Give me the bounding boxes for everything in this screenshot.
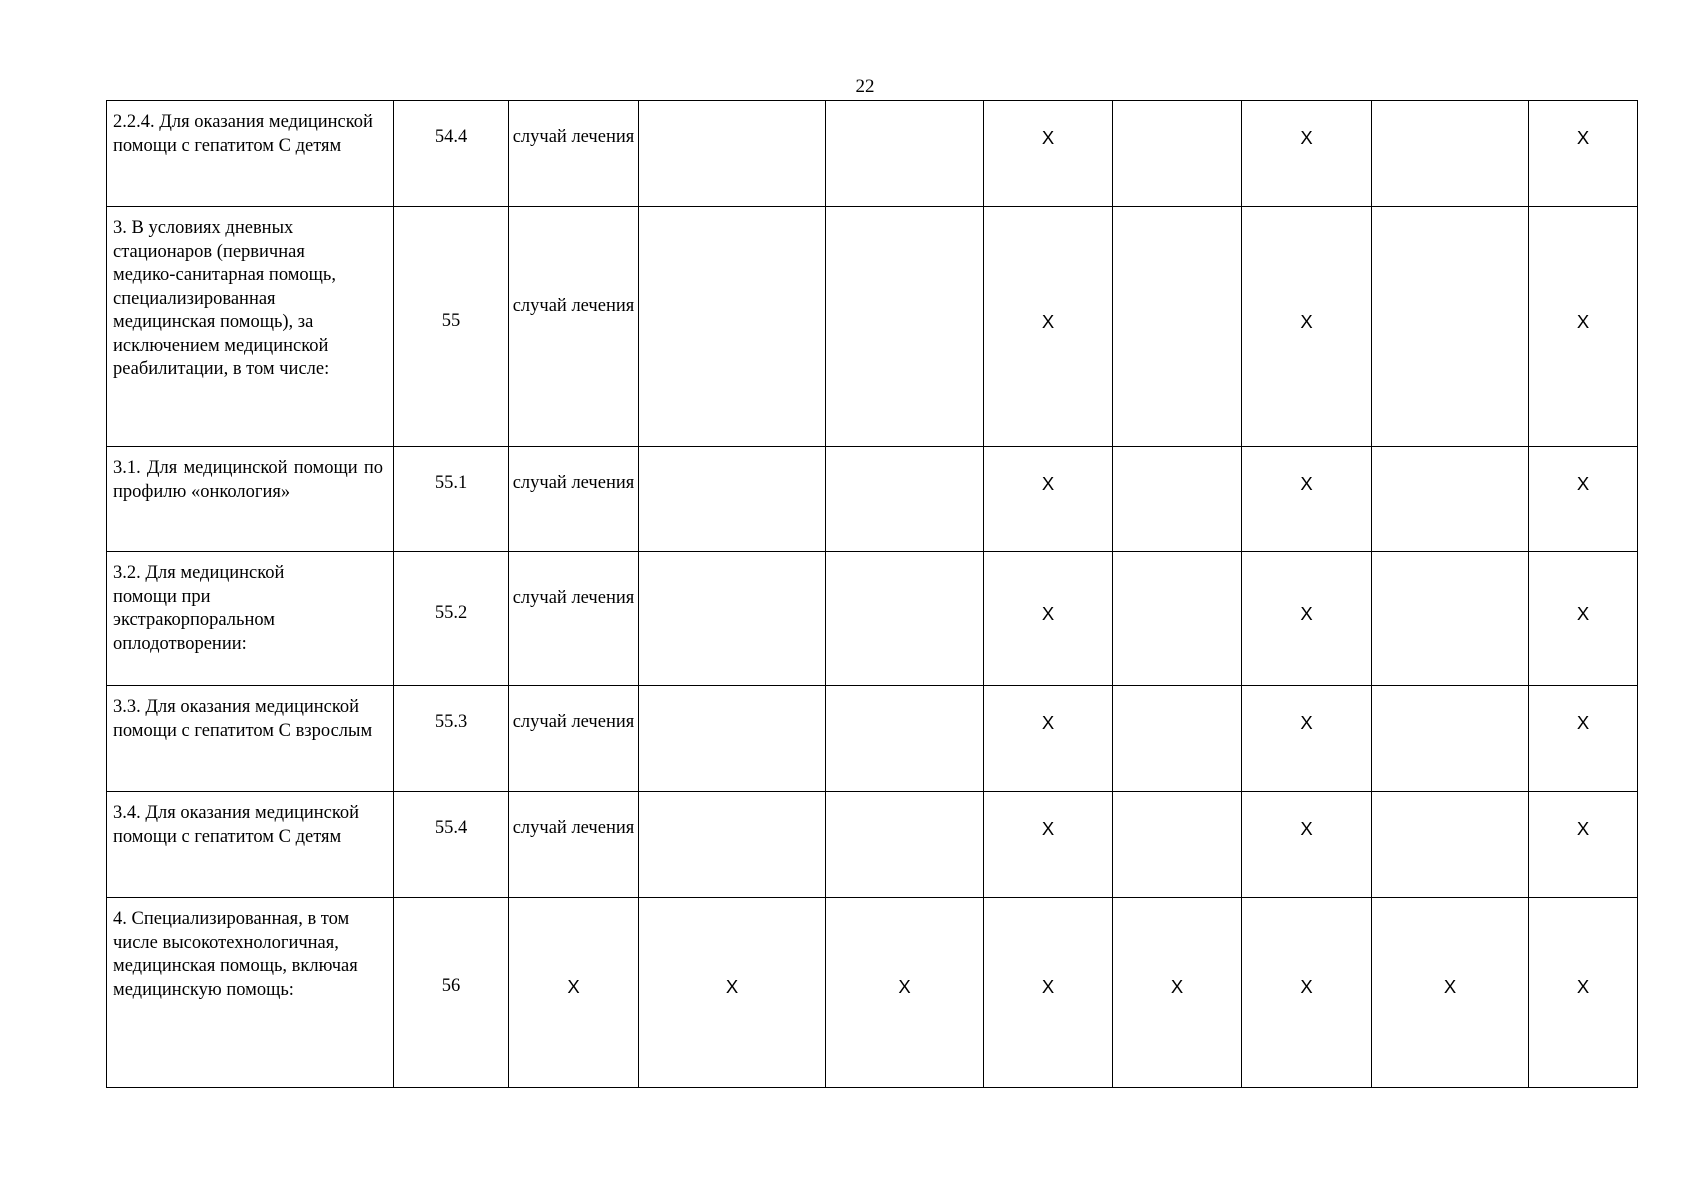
x-mark: X <box>984 686 1113 792</box>
page-number: 22 <box>855 76 875 97</box>
x-mark: X <box>984 101 1113 207</box>
row-name: 4. Специализированная, в том числе высокотехнологичная, медицинская помощь, включая медицинскую помощь: <box>107 898 394 1088</box>
empty-cell <box>639 101 826 207</box>
row-unit: случай лечения <box>509 792 639 898</box>
x-mark: X <box>1529 898 1638 1088</box>
table-row <box>107 898 1638 1088</box>
row-number: 54.4 <box>394 101 509 207</box>
empty-cell <box>1113 552 1242 686</box>
x-mark: X <box>1529 447 1638 552</box>
empty-cell <box>1372 207 1529 447</box>
x-mark: X <box>984 898 1113 1088</box>
row-number: 55.3 <box>394 686 509 792</box>
empty-cell <box>639 792 826 898</box>
empty-cell <box>1113 792 1242 898</box>
x-mark: X <box>1242 686 1372 792</box>
empty-cell <box>1372 686 1529 792</box>
x-mark: X <box>984 207 1113 447</box>
x-mark: X <box>1113 898 1242 1088</box>
row-name: 3. В условиях дневных стационаров (первичная медико-санитарная помощь, специализированная медицинская помощь), за исключением медицинской реабилитации, в том числе: <box>107 207 394 447</box>
row-number: 55.2 <box>394 552 509 686</box>
x-mark: X <box>1242 792 1372 898</box>
table-row <box>107 447 1638 552</box>
row-unit: случай лечения <box>509 552 639 686</box>
x-mark: X <box>1242 101 1372 207</box>
x-mark: X <box>509 898 639 1088</box>
x-mark: X <box>984 792 1113 898</box>
table-row <box>107 207 1638 447</box>
empty-cell <box>826 792 984 898</box>
data-table <box>106 100 1638 1088</box>
empty-cell <box>826 686 984 792</box>
x-mark: X <box>826 898 984 1088</box>
x-mark: X <box>984 552 1113 686</box>
empty-cell <box>826 447 984 552</box>
empty-cell <box>639 686 826 792</box>
empty-cell <box>1372 101 1529 207</box>
row-unit: случай лечения <box>509 101 639 207</box>
x-mark: X <box>1242 552 1372 686</box>
x-mark: X <box>984 447 1113 552</box>
empty-cell <box>1372 552 1529 686</box>
row-name: 3.1. Для медицинской помощи по профилю «онкология» <box>107 447 394 552</box>
empty-cell <box>639 207 826 447</box>
row-name: 3.4. Для оказания медицинской помощи с гепатитом С детям <box>107 792 394 898</box>
empty-cell <box>1113 447 1242 552</box>
row-number: 56 <box>394 898 509 1088</box>
table-row <box>107 686 1638 792</box>
x-mark: X <box>1242 447 1372 552</box>
row-number: 55.4 <box>394 792 509 898</box>
x-mark: X <box>1529 686 1638 792</box>
empty-cell <box>1113 686 1242 792</box>
x-mark: X <box>1529 207 1638 447</box>
x-mark: X <box>1529 101 1638 207</box>
row-unit: случай лечения <box>509 447 639 552</box>
empty-cell <box>639 552 826 686</box>
row-unit: случай лечения <box>509 207 639 447</box>
table-row <box>107 792 1638 898</box>
row-unit: случай лечения <box>509 686 639 792</box>
empty-cell <box>826 552 984 686</box>
x-mark: X <box>1242 207 1372 447</box>
empty-cell <box>1372 447 1529 552</box>
x-mark: X <box>1372 898 1529 1088</box>
x-mark: X <box>1242 898 1372 1088</box>
empty-cell <box>1113 101 1242 207</box>
x-mark: X <box>1529 792 1638 898</box>
x-mark: X <box>1529 552 1638 686</box>
empty-cell <box>1113 207 1242 447</box>
row-name: 2.2.4. Для оказания медицинской помощи с гепатитом С детям <box>107 101 394 207</box>
row-name: 3.3. Для оказания медицинской помощи с гепатитом С взрослым <box>107 686 394 792</box>
table-row <box>107 101 1638 207</box>
empty-cell <box>826 101 984 207</box>
empty-cell <box>1372 792 1529 898</box>
empty-cell <box>639 447 826 552</box>
table-row <box>107 552 1638 686</box>
empty-cell <box>826 207 984 447</box>
row-number: 55.1 <box>394 447 509 552</box>
x-mark: X <box>639 898 826 1088</box>
row-name: 3.2. Для медицинской помощи при экстракорпоральном оплодотворении: <box>107 552 394 686</box>
row-number: 55 <box>394 207 509 447</box>
